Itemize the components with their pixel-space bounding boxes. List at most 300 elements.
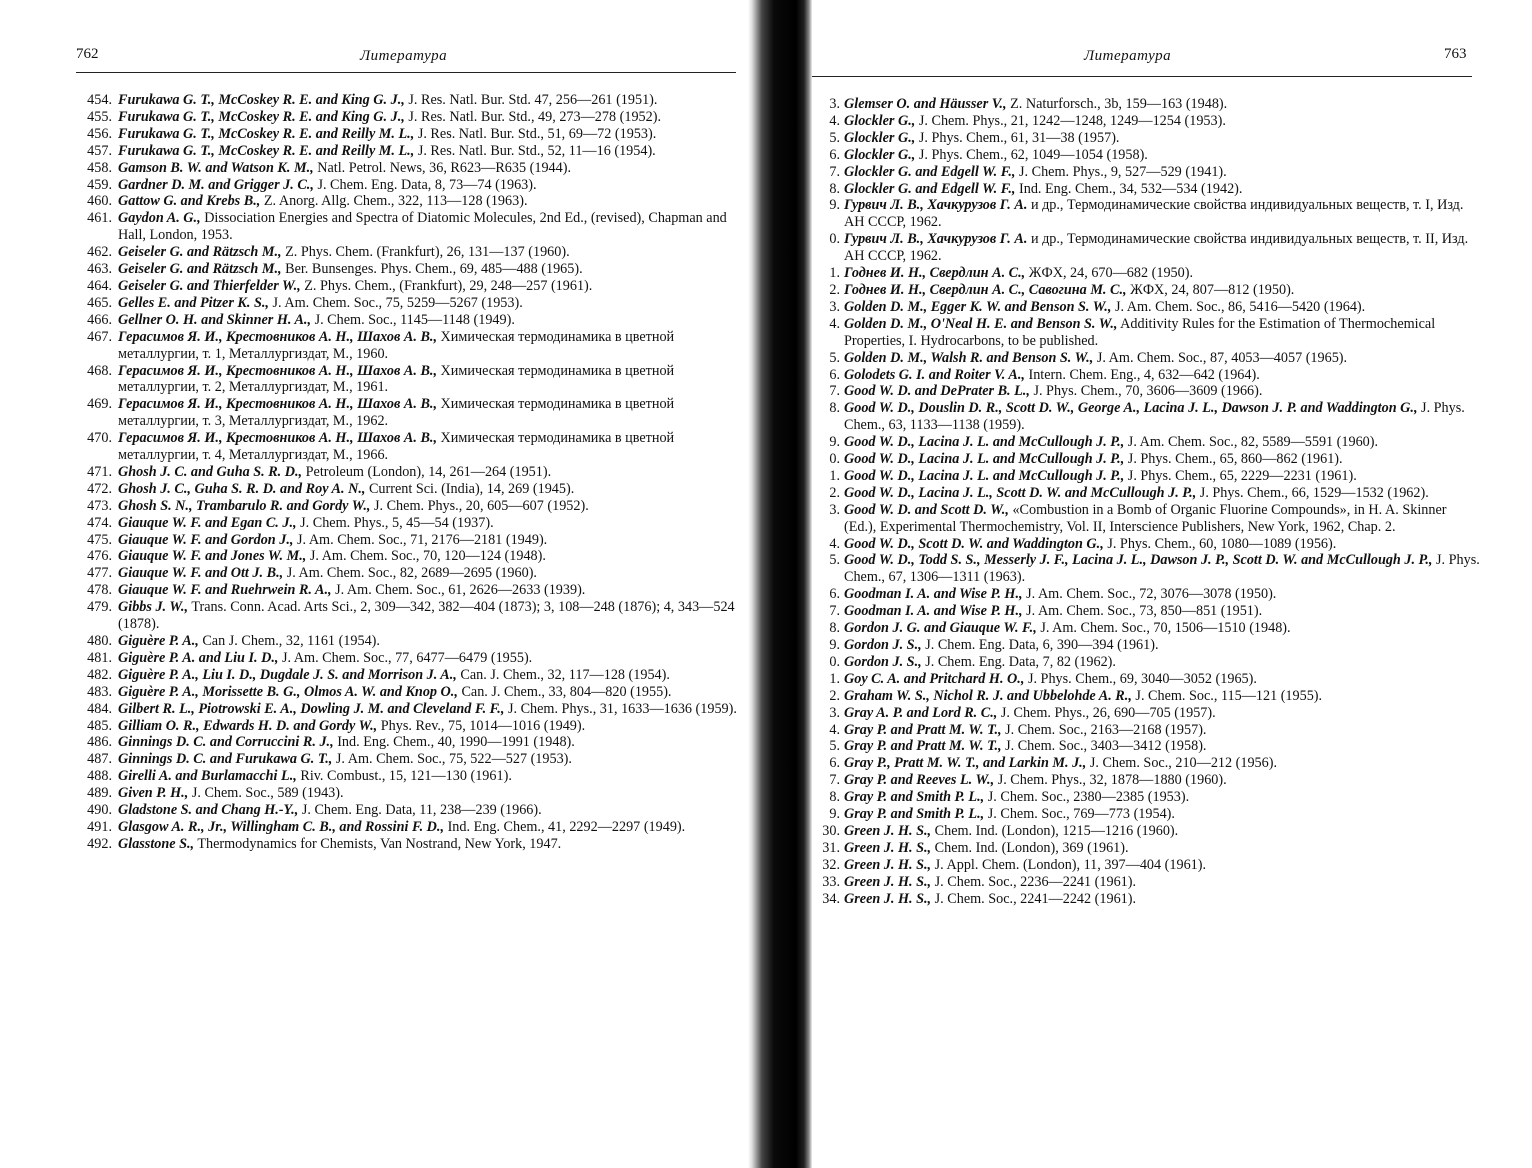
reference-number: 4. <box>829 315 840 332</box>
reference-number: 8. <box>829 180 840 197</box>
reference-authors: Ginnings D. C. and Furukawa G. T., <box>118 751 333 768</box>
reference-citation: J. Chem. Eng. Data, 8, 73—74 (1963). <box>313 176 537 193</box>
reference-authors: Glockler G., <box>844 112 916 129</box>
reference-entry <box>800 654 1480 671</box>
reference-number: 470. <box>87 430 112 447</box>
reference-number: 8. <box>829 620 840 637</box>
reference-authors: Glemser O. and Häusser V., <box>844 96 1007 112</box>
reference-citation: Can. J. Chem., 33, 804—820 (1955). <box>457 683 672 700</box>
reference-authors: Glasstone S., <box>118 835 195 852</box>
reference-number: 33. <box>822 873 840 890</box>
reference-number: 5. <box>829 349 840 366</box>
reference-number: 491. <box>87 818 112 835</box>
reference-entry <box>72 768 744 785</box>
reference-authors: Ghosh S. N., Trambarulo R. and Gordy W., <box>118 497 371 514</box>
reference-authors: Giguère P. A., Morissette B. G., Olmos A. W. and Knop O., <box>118 683 458 700</box>
reference-entry <box>800 299 1480 316</box>
reference-entry <box>72 261 744 278</box>
reference-entry <box>800 316 1480 350</box>
reference-citation: Riv. Combust., 15, 121—130 (1961). <box>296 768 512 785</box>
reference-citation: Химическая термодинамика в цветной металлургии, т. 2, Металлургиздат, М., 1961. <box>118 362 675 396</box>
reference-citation: J. Chem. Soc., 769—773 (1954). <box>984 806 1175 823</box>
reference-citation: Trans. Conn. Acad. Arts Sci., 2, 309—342, 382—404 (1873); 3, 108—248 (1876); 4, 343—524 (1878). <box>118 599 735 633</box>
reference-authors: Graham W. S., Nichol R. J. and Ubbelohde A. R., <box>844 687 1132 704</box>
reference-entry <box>800 485 1480 502</box>
reference-number: 478. <box>87 582 112 599</box>
reference-entry <box>800 620 1480 637</box>
reference-citation: Thermodynamics for Chemists, Van Nostrand, New York, 1947. <box>194 835 562 852</box>
reference-citation: J. Phys. Chem., 66, 1529—1532 (1962). <box>1196 484 1429 501</box>
reference-citation: J. Phys. Chem., 67, 1306—1311 (1963). <box>844 552 1480 586</box>
running-head-left: Литература <box>360 48 448 64</box>
reference-citation: J. Phys. Chem., 61, 31—38 (1957). <box>915 129 1120 146</box>
reference-citation: Dissociation Energies and Spectra of Diatomic Molecules, 2nd Ed., (revised), Chapman and Hall, London, 1953. <box>118 210 727 244</box>
reference-citation: J. Chem. Phys., 26, 690—705 (1957). <box>997 704 1216 721</box>
reference-citation: J. Chem. Eng. Data, 7, 82 (1962). <box>921 653 1116 670</box>
reference-number: 474. <box>87 514 112 531</box>
reference-citation: J. Chem. Soc., 1145—1148 (1949). <box>311 311 515 328</box>
reference-entry <box>800 130 1480 147</box>
reference-citation: Z. Naturforsch., 3b, 159—163 (1948). <box>1006 96 1228 112</box>
reference-authors: Ghosh J. C. and Guha S. R. D., <box>118 463 303 480</box>
reference-number: 0. <box>829 231 840 248</box>
reference-citation: Химическая термодинамика в цветной металлургии, т. 4, Металлургиздат, М., 1966. <box>118 430 675 464</box>
reference-entry <box>800 502 1480 536</box>
reference-authors: Giguère P. A., Liu I. D., Dugdale J. S. and Morrison J. A., <box>118 666 457 683</box>
reference-entry <box>72 193 744 210</box>
reference-citation: Intern. Chem. Eng., 4, 632—642 (1964). <box>1024 366 1260 383</box>
reference-citation: J. Chem. Soc., 115—121 (1955). <box>1131 687 1323 704</box>
reference-citation: Химическая термодинамика в цветной металлургии, т. 3, Металлургиздат, М., 1962. <box>118 396 675 430</box>
reference-number: 6. <box>829 586 840 603</box>
reference-citation: J. Am. Chem. Soc., 82, 5589—5591 (1960). <box>1124 434 1379 451</box>
reference-citation: ЖФХ, 24, 670—682 (1950). <box>1025 265 1193 282</box>
reference-number: 9. <box>829 806 840 823</box>
reference-entry <box>800 671 1480 688</box>
reference-authors: Golden D. M., O'Neal H. E. and Benson S. W., <box>844 315 1118 332</box>
reference-entry <box>72 785 744 802</box>
reference-authors: Герасимов Я. И., Крестовников А. Н., Шахов А. В., <box>118 396 437 413</box>
reference-entry <box>72 109 744 126</box>
reference-entry <box>72 481 744 498</box>
reference-number: 0. <box>829 653 840 670</box>
reference-citation: J. Chem. Phys., 5, 45—54 (1937). <box>296 514 494 531</box>
reference-number: 30. <box>822 822 840 839</box>
reference-authors: Good W. D., Lacina J. L. and McCullough J. P., <box>844 434 1125 451</box>
reference-number: 479. <box>87 599 112 616</box>
reference-authors: Given P. H., <box>118 785 189 802</box>
reference-number: 481. <box>87 649 112 666</box>
reference-authors: Ginnings D. C. and Corruccini R. J., <box>118 734 334 751</box>
reference-citation: J. Chem. Phys., 21, 1242—1248, 1249—1254 (1953). <box>915 112 1226 129</box>
reference-authors: Good W. D., Lacina J. L. and McCullough J. P., <box>844 467 1125 484</box>
reference-number: 485. <box>87 717 112 734</box>
reference-citation: J. Chem. Soc., 2163—2168 (1957). <box>1001 721 1207 738</box>
reference-entry <box>800 722 1480 739</box>
reference-authors: Ghosh J. C., Guha S. R. D. and Roy A. N., <box>118 480 366 497</box>
reference-authors: Girelli A. and Burlamacchi L., <box>118 768 297 785</box>
reference-entry <box>800 552 1480 586</box>
reference-entry <box>800 688 1480 705</box>
reference-authors: Герасимов Я. И., Крестовников А. Н., Шахов А. В., <box>118 362 437 379</box>
reference-citation: J. Chem. Soc., 2236—2241 (1961). <box>931 873 1137 890</box>
reference-number: 477. <box>87 565 112 582</box>
reference-number: 6. <box>829 755 840 772</box>
reference-citation: Additivity Rules for the Estimation of Thermochemical Properties, I. Hydrocarbons, to be published. <box>844 315 1436 349</box>
reference-citation: Ind. Eng. Chem., 40, 1990—1991 (1948). <box>333 734 575 751</box>
reference-number: 32. <box>822 856 840 873</box>
reference-number: 484. <box>87 700 112 717</box>
reference-number: 3. <box>829 704 840 721</box>
reference-citation: Petroleum (London), 14, 261—264 (1951). <box>302 463 552 480</box>
reference-entry <box>72 836 744 853</box>
reference-entry <box>800 468 1480 485</box>
reference-citation: Can J. Chem., 32, 1161 (1954). <box>198 633 380 649</box>
reference-number: 480. <box>87 633 112 649</box>
reference-citation: J. Appl. Chem. (London), 11, 397—404 (1961). <box>931 856 1207 873</box>
reference-entry <box>72 515 744 532</box>
reference-authors: Gray P. and Pratt M. W. T., <box>844 721 1002 738</box>
reference-number: 465. <box>87 294 112 311</box>
reference-entry <box>800 772 1480 789</box>
reference-entry <box>800 705 1480 722</box>
reference-number: 482. <box>87 666 112 683</box>
reference-citation: Chem. Ind. (London), 369 (1961). <box>931 839 1129 856</box>
reference-entry <box>72 126 744 143</box>
reference-entry <box>72 633 744 650</box>
reference-authors: Green J. H. S., <box>844 890 932 907</box>
reference-authors: Good W. D., Todd S. S., Messerly J. F., Lacina J. L., Dawson J. P., Scott D. W. and McCullough J. P., <box>844 552 1433 569</box>
reference-number: 471. <box>87 463 112 480</box>
reference-number: 34. <box>822 890 840 907</box>
reference-list-left <box>72 92 744 853</box>
reference-citation: Phys. Rev., 75, 1014—1016 (1949). <box>377 717 586 734</box>
reference-authors: Gattow G. and Krebs B., <box>118 193 261 210</box>
reference-number: 7. <box>829 163 840 180</box>
reference-number: 466. <box>87 311 112 328</box>
reference-entry <box>800 282 1480 299</box>
reference-citation: J. Res. Natl. Bur. Std. 47, 256—261 (1951). <box>404 92 658 108</box>
reference-number: 3. <box>829 298 840 315</box>
reference-entry <box>800 806 1480 823</box>
reference-number: 472. <box>87 480 112 497</box>
reference-entry <box>72 92 744 109</box>
reference-authors: Glockler G. and Edgell W. F., <box>844 180 1016 197</box>
reference-entry <box>800 823 1480 840</box>
reference-number: 9. <box>829 434 840 451</box>
reference-authors: Furukawa G. T., McCoskey R. E. and Reilly M. L., <box>118 142 415 159</box>
reference-citation: J. Am. Chem. Soc., 61, 2626—2633 (1939). <box>331 582 586 599</box>
reference-number: 476. <box>87 548 112 565</box>
reference-authors: Good W. D. and DePrater B. L., <box>844 383 1030 400</box>
reference-entry <box>72 751 744 768</box>
reference-authors: Gladstone S. and Chang H.-Y., <box>118 802 299 819</box>
reference-authors: Glasgow A. R., Jr., Willingham C. B., and Rossini F. D., <box>118 818 445 835</box>
reference-entry <box>72 650 744 667</box>
reference-entry <box>72 312 744 329</box>
reference-authors: Good W. D., Douslin D. R., Scott D. W., George A., Lacina J. L., Dawson J. P. and Waddington G., <box>844 400 1418 417</box>
reference-citation: «Combustion in a Bomb of Organic Fluorine Compounds», in H. A. Skinner (Ed.), Experimental Thermochemistry, Vol. II, Interscience Publishers, New York, 1962, Chap. 2. <box>844 501 1447 535</box>
reference-number: 460. <box>87 193 112 210</box>
reference-citation: J. Am. Chem. Soc., 73, 850—851 (1951). <box>1022 603 1263 620</box>
reference-number: 463. <box>87 261 112 278</box>
reference-citation: J. Phys. Chem., 70, 3606—3609 (1966). <box>1029 383 1263 400</box>
reference-authors: Gray P., Pratt M. W. T., and Larkin M. J., <box>844 755 1087 772</box>
reference-entry <box>72 599 744 633</box>
reference-authors: Good W. D., Lacina J. L., Scott D. W. and McCullough J. P., <box>844 484 1197 501</box>
reference-authors: Goy C. A. and Pritchard H. O., <box>844 670 1025 687</box>
reference-number: 5. <box>829 552 840 569</box>
reference-citation: J. Am. Chem. Soc., 86, 5416—5420 (1964). <box>1111 298 1366 315</box>
reference-authors: Gilbert R. L., Piotrowski E. A., Dowling J. M. and Cleveland F. F., <box>118 700 505 717</box>
reference-citation: J. Am. Chem. Soc., 70, 1506—1510 (1948). <box>1036 620 1291 637</box>
reference-authors: Годнев И. Н., Свердлин А. С., Савогина М. С., <box>844 281 1127 298</box>
reference-authors: Gellner O. H. and Skinner H. A., <box>118 311 312 328</box>
reference-entry <box>800 147 1480 164</box>
reference-entry <box>800 755 1480 772</box>
reference-citation: J. Am. Chem. Soc., 75, 5259—5267 (1953). <box>268 294 523 311</box>
reference-number: 473. <box>87 497 112 514</box>
reference-authors: Good W. D., Lacina J. L. and McCullough J. P., <box>844 451 1125 468</box>
left-page <box>0 0 748 1168</box>
reference-entry <box>72 582 744 599</box>
reference-number: 6. <box>829 366 840 383</box>
reference-authors: Gelles E. and Pitzer K. S., <box>118 294 269 311</box>
reference-number: 3. <box>829 96 840 112</box>
reference-authors: Gray P. and Reeves L. W., <box>844 772 995 789</box>
reference-number: 0. <box>829 451 840 468</box>
reference-authors: Glockler G., <box>844 129 916 146</box>
reference-citation: J. Am. Chem. Soc., 77, 6477—6479 (1955). <box>278 649 533 666</box>
reference-authors: Goodman I. A. and Wise P. H., <box>844 586 1023 603</box>
reference-citation: J. Phys. Chem., 62, 1049—1054 (1958). <box>915 146 1148 163</box>
reference-number: 488. <box>87 768 112 785</box>
reference-authors: Giauque W. F. and Ruehrwein R. A., <box>118 582 332 599</box>
reference-entry <box>72 329 744 363</box>
reference-authors: Furukawa G. T., McCoskey R. E. and King G. J., <box>118 108 405 125</box>
reference-authors: Годнев И. Н., Свердлин А. С., <box>844 265 1026 282</box>
reference-authors: Gordon J. S., <box>844 637 922 653</box>
reference-number: 468. <box>87 362 112 379</box>
reference-citation: J. Chem. Eng. Data, 11, 238—239 (1966). <box>298 802 542 819</box>
reference-citation: Can. J. Chem., 32, 117—128 (1954). <box>456 666 670 683</box>
reference-number: 3. <box>829 501 840 518</box>
reference-entry <box>72 143 744 160</box>
reference-number: 2. <box>829 281 840 298</box>
reference-number: 469. <box>87 396 112 413</box>
reference-entry <box>800 113 1480 130</box>
reference-citation: J. Res. Natl. Bur. Std., 51, 69—72 (1953). <box>414 125 657 142</box>
reference-entry <box>800 164 1480 181</box>
reference-citation: J. Chem. Eng. Data, 6, 390—394 (1961). <box>921 637 1159 653</box>
reference-entry <box>800 789 1480 806</box>
reference-entry <box>72 734 744 751</box>
reference-entry <box>800 891 1480 908</box>
reference-number: 4. <box>829 721 840 738</box>
reference-citation: J. Chem. Phys., 9, 527—529 (1941). <box>1015 163 1227 180</box>
reference-entry <box>800 874 1480 891</box>
reference-entry <box>800 231 1480 265</box>
reference-citation: Ind. Eng. Chem., 41, 2292—2297 (1949). <box>444 818 686 835</box>
reference-citation: J. Chem. Soc., 589 (1943). <box>188 785 344 802</box>
reference-authors: Good W. D. and Scott D. W., <box>844 501 1009 518</box>
reference-entry <box>72 210 744 244</box>
reference-citation: J. Phys. Chem., 65, 2229—2231 (1961). <box>1124 467 1357 484</box>
reference-citation: и др., Термодинамические свойства индивидуальных веществ, т. II, Изд. АН СССР, 1962. <box>844 231 1469 265</box>
reference-number: 7. <box>829 383 840 400</box>
reference-citation: J. Am. Chem. Soc., 71, 2176—2181 (1949). <box>293 531 548 548</box>
reference-entry <box>72 819 744 836</box>
reference-number: 458. <box>87 159 112 176</box>
running-head-right: Литература <box>1084 48 1172 64</box>
reference-citation: J. Am. Chem. Soc., 72, 3076—3078 (1950). <box>1022 586 1277 603</box>
reference-number: 467. <box>87 328 112 345</box>
reference-entry <box>800 586 1480 603</box>
page-number-left: 762 <box>76 46 99 62</box>
reference-entry <box>72 363 744 397</box>
reference-citation: J. Chem. Soc., 2380—2385 (1953). <box>984 789 1190 806</box>
reference-list-right <box>800 96 1480 908</box>
reference-number: 457. <box>87 142 112 159</box>
header-rule-right <box>812 76 1472 77</box>
reference-entry <box>72 464 744 481</box>
reference-entry <box>72 160 744 177</box>
reference-entry <box>72 565 744 582</box>
reference-citation: J. Chem. Phys., 20, 605—607 (1952). <box>370 497 589 514</box>
reference-authors: Green J. H. S., <box>844 822 932 839</box>
reference-citation: J. Phys. Chem., 69, 3040—3052 (1965). <box>1024 670 1257 687</box>
reference-number: 9. <box>829 197 840 214</box>
reference-citation: Natl. Petrol. News, 36, R623—R635 (1944). <box>313 159 572 176</box>
reference-citation: J. Phys. Chem., 65, 860—862 (1961). <box>1124 451 1343 468</box>
reference-citation: J. Am. Chem. Soc., 70, 120—124 (1948). <box>306 548 546 565</box>
reference-entry <box>800 181 1480 198</box>
reference-citation: J. Chem. Phys., 32, 1878—1880 (1960). <box>994 772 1227 789</box>
reference-authors: Gamson B. W. and Watson K. M., <box>118 159 314 176</box>
reference-citation: J. Phys. Chem., 60, 1080—1089 (1956). <box>1103 535 1337 552</box>
reference-number: 2. <box>829 687 840 704</box>
reference-number: 1. <box>829 670 840 687</box>
reference-number: 1. <box>829 467 840 484</box>
reference-entry <box>72 667 744 684</box>
reference-authors: Gaydon A. G., <box>118 210 201 227</box>
reference-authors: Gordon J. G. and Giauque W. F., <box>844 620 1037 637</box>
reference-number: 5. <box>829 129 840 146</box>
reference-entry <box>800 350 1480 367</box>
reference-entry <box>72 177 744 194</box>
reference-number: 6. <box>829 146 840 163</box>
reference-citation: Chem. Ind. (London), 1215—1216 (1960). <box>931 822 1179 839</box>
reference-number: 455. <box>87 108 112 125</box>
reference-authors: Герасимов Я. И., Крестовников А. Н., Шахов А. В., <box>118 430 437 447</box>
reference-authors: Giauque W. F. and Ott J. B., <box>118 565 284 582</box>
reference-citation: Ind. Eng. Chem., 34, 532—534 (1942). <box>1015 180 1243 197</box>
reference-citation: Z. Anorg. Allg. Chem., 322, 113—128 (1963). <box>260 193 528 210</box>
reference-entry <box>800 434 1480 451</box>
reference-authors: Gray P. and Smith P. L., <box>844 806 985 823</box>
reference-authors: Gray P. and Pratt M. W. T., <box>844 738 1002 755</box>
reference-entry <box>72 718 744 735</box>
reference-number: 489. <box>87 785 112 802</box>
reference-citation: Ber. Bunsenges. Phys. Chem., 69, 485—488 (1965). <box>281 261 583 278</box>
reference-number: 459. <box>87 176 112 193</box>
reference-entry <box>72 548 744 565</box>
reference-citation: J. Chem. Phys., 31, 1633—1636 (1959). <box>504 700 737 717</box>
reference-number: 1. <box>829 265 840 282</box>
reference-citation: J. Chem. Soc., 3403—3412 (1958). <box>1001 738 1207 755</box>
reference-authors: Glockler G. and Edgell W. F., <box>844 163 1016 180</box>
reference-entry <box>72 278 744 295</box>
reference-authors: Giauque W. F. and Egan C. J., <box>118 514 297 531</box>
reference-citation: J. Chem. Soc., 2241—2242 (1961). <box>931 890 1137 907</box>
reference-entry <box>800 637 1480 654</box>
reference-number: 486. <box>87 734 112 751</box>
reference-entry <box>800 840 1480 857</box>
reference-number: 7. <box>829 603 840 620</box>
reference-authors: Golden D. M., Egger K. W. and Benson S. W., <box>844 298 1112 315</box>
reference-authors: Gray A. P. and Lord R. C., <box>844 704 998 721</box>
reference-entry <box>800 197 1480 231</box>
reference-number: 8. <box>829 789 840 806</box>
reference-authors: Glockler G., <box>844 146 916 163</box>
reference-authors: Giguère P. A., <box>118 633 199 649</box>
reference-authors: Гурвич Л. В., Хачкурузов Г. А. <box>844 231 1028 248</box>
reference-entry <box>72 802 744 819</box>
reference-authors: Герасимов Я. И., Крестовников А. Н., Шахов А. В., <box>118 328 437 345</box>
reference-entry <box>800 400 1480 434</box>
reference-entry <box>800 603 1480 620</box>
reference-number: 487. <box>87 751 112 768</box>
reference-entry <box>800 536 1480 553</box>
reference-citation: J. Res. Natl. Bur. Std., 52, 11—16 (1954). <box>414 142 656 159</box>
reference-entry <box>800 451 1480 468</box>
reference-authors: Green J. H. S., <box>844 839 932 856</box>
page-number-right: 763 <box>1444 46 1467 62</box>
reference-number: 4. <box>829 112 840 129</box>
reference-authors: Gilliam O. R., Edwards H. D. and Gordy W., <box>118 717 378 734</box>
reference-authors: Goodman I. A. and Wise P. H., <box>844 603 1023 620</box>
reference-entry <box>72 396 744 430</box>
reference-authors: Furukawa G. T., McCoskey R. E. and Reilly M. L., <box>118 125 415 142</box>
reference-citation: Z. Phys. Chem. (Frankfurt), 26, 131—137 (1960). <box>281 244 570 261</box>
reference-number: 475. <box>87 531 112 548</box>
reference-number: 456. <box>87 125 112 142</box>
reference-number: 461. <box>87 210 112 227</box>
reference-authors: Golodets G. I. and Roiter V. A., <box>844 366 1025 383</box>
reference-entry <box>72 295 744 312</box>
reference-entry <box>800 383 1480 400</box>
reference-citation: ЖФХ, 24, 807—812 (1950). <box>1126 281 1295 298</box>
reference-entry <box>800 738 1480 755</box>
reference-citation: J. Am. Chem. Soc., 75, 522—527 (1953). <box>332 751 572 768</box>
reference-authors: Giauque W. F. and Jones W. M., <box>118 548 307 565</box>
reference-authors: Гурвич Л. В., Хачкурузов Г. А. <box>844 197 1028 214</box>
reference-citation: J. Phys. Chem., 63, 1133—1138 (1959). <box>844 400 1465 434</box>
reference-authors: Good W. D., Scott D. W. and Waddington G., <box>844 535 1104 552</box>
reference-authors: Gardner D. M. and Grigger J. C., <box>118 176 314 193</box>
reference-authors: Gibbs J. W., <box>118 599 189 616</box>
reference-number: 2. <box>829 484 840 501</box>
reference-authors: Gray P. and Smith P. L., <box>844 789 985 806</box>
reference-citation: Current Sci. (India), 14, 269 (1945). <box>365 480 575 497</box>
reference-number: 464. <box>87 277 112 294</box>
reference-number: 31. <box>822 839 840 856</box>
reference-authors: Giauque W. F. and Gordon J., <box>118 531 294 548</box>
reference-entry <box>72 430 744 464</box>
reference-entry <box>72 684 744 701</box>
reference-authors: Giguère P. A. and Liu I. D., <box>118 649 279 666</box>
reference-citation: и др., Термодинамические свойства индивидуальных веществ, т. I, Изд. АН СССР, 1962. <box>844 197 1464 231</box>
